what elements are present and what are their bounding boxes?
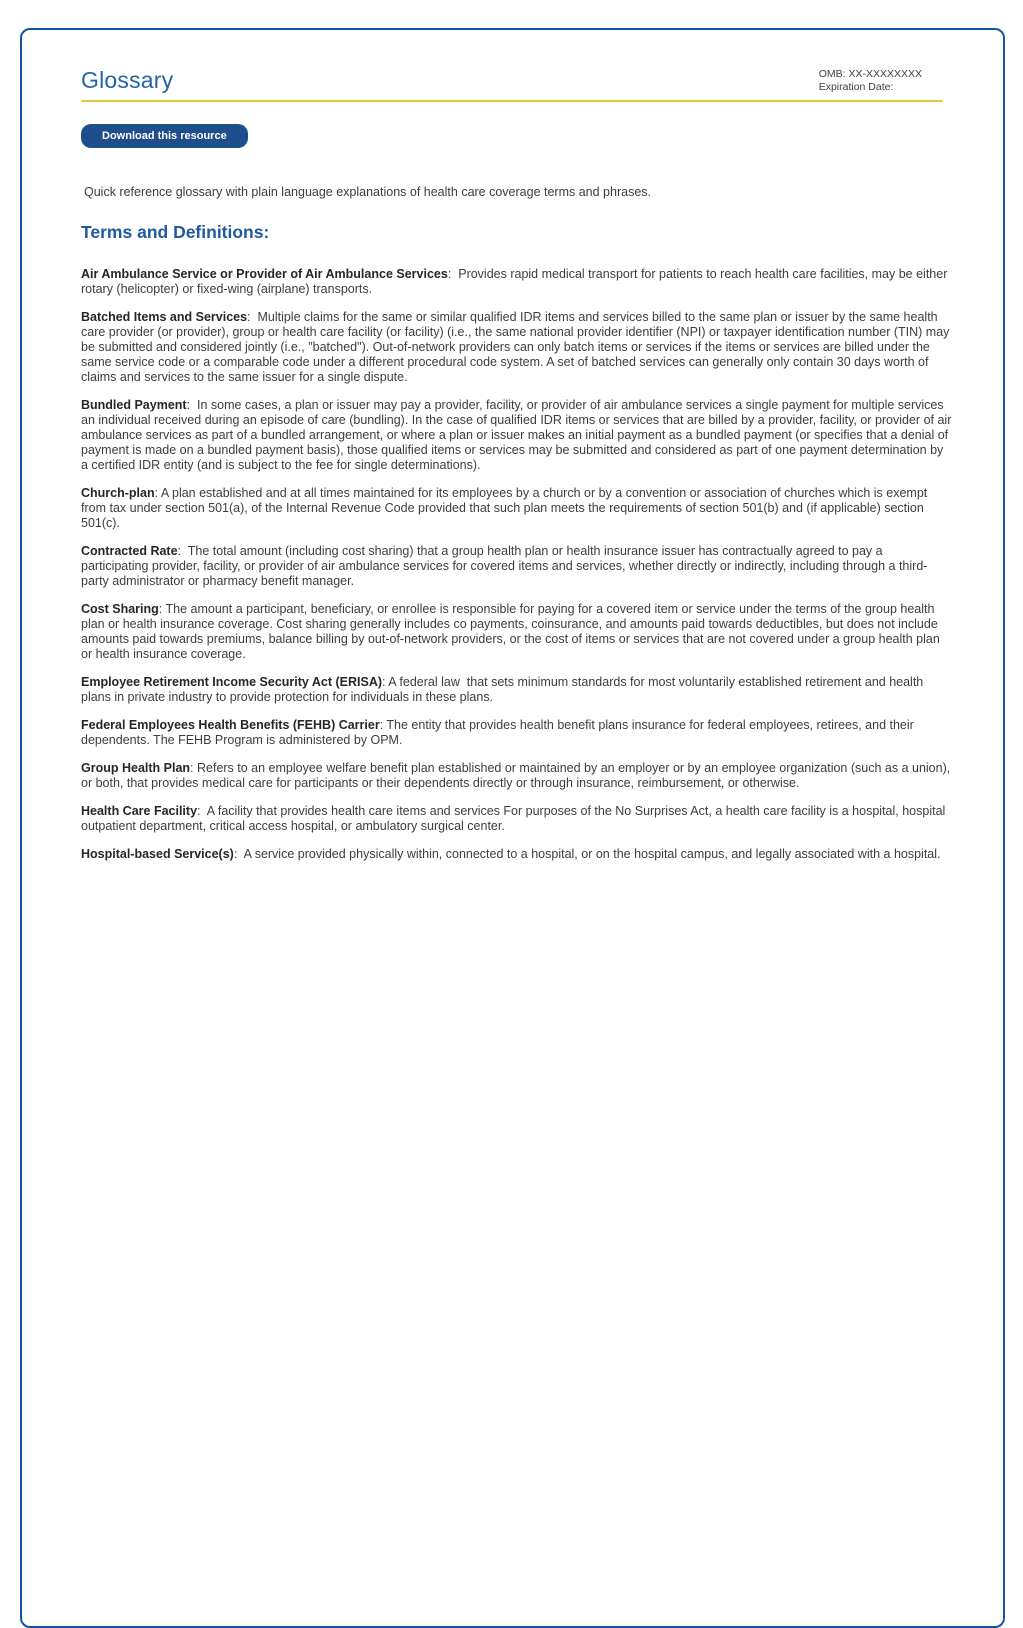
term-definition: : Multiple claims for the same or similar qualified IDR items and services billed to the same plan or issuer by the same health care provider (or provider), group or health care facility (or facility) (i.e., the same national provider identifier (NPI) or taxpayer identification number (TIN) may be submitted and considered jointly (i.e., "batched"). Out-of-network providers can only batch items or services if the items or services are billed under the same service code or a comparable code under a different procedural code system. A set of batched services can generally only contain 30 days worth of claims and services to the same issuer for a single dispute. xyxy=(81,310,953,384)
term-definition: : A plan established and at all times maintained for its employees by a church or by a convention or association of churches which is exempt from tax under section 501(a), of the Internal Revenue Code provided that such plan meets the requirements of section 501(b) and (if applicable) section 501(c). xyxy=(81,486,931,530)
button-row xyxy=(81,102,952,148)
term-definition: : A federal law that sets minimum standards for most voluntarily established retirement and health plans in private industry to provide protection for individuals in these plans. xyxy=(81,675,927,704)
term-entry xyxy=(81,486,952,531)
download-resource-button[interactable]: Download this resource xyxy=(81,124,248,148)
term-name: Church-plan xyxy=(81,486,155,500)
term-definition: : A facility that provides health care items and services For purposes of the No Surprises Act, a health care facility is a hospital, hospital outpatient department, critical access hospital, or ambulatory surgical center. xyxy=(81,804,949,833)
term-definition: : The entity that provides health benefit plans insurance for federal employees, retirees, and their dependents. The FEHB Program is administered by OPM. xyxy=(81,718,918,747)
glossary-card xyxy=(20,28,1005,1628)
term-name: Hospital-based Service(s) xyxy=(81,847,234,861)
term-entry xyxy=(81,761,952,791)
term-entry xyxy=(81,804,952,834)
terms-list xyxy=(81,267,955,862)
term-name: Health Care Facility xyxy=(81,804,198,818)
term-name: Group Health Plan xyxy=(81,761,191,775)
header-row xyxy=(81,66,952,94)
page-title: Glossary xyxy=(81,67,174,93)
expiration-date-label: Expiration Date: xyxy=(818,81,894,93)
term-entry xyxy=(81,310,952,385)
term-entry xyxy=(81,847,952,862)
term-definition: : In some cases, a plan or issuer may pay a provider, facility, or provider of air ambulance services a single payment for multiple services an individual received during an episode of care (bundling). In the case of qualified IDR items or services that are billed by a provider, facility, or provider of air ambulance services as part of a bundled arrangement, or where a plan or issuer makes an initial payment as a bundled payment (or specifies that a denial of payment is made on a bundled payment basis), those qualified items or services may be submitted and considered as part of one payment determination by a certified IDR entity (and is subject to the fee for single determinations). xyxy=(81,398,955,472)
term-entry xyxy=(81,718,952,748)
term-definition: : The amount a participant, beneficiary, or enrollee is responsible for paying for a covered item or service under the terms of the group health plan or health insurance coverage. Cost sharing generally includes co payments, coinsurance, and amounts paid towards deductibles, but does not include amounts paid towards premiums, balance billing by out-of-network providers, or the cost of items or services that are not covered under a group health plan or health insurance coverage. xyxy=(81,602,944,661)
term-entry xyxy=(81,602,952,662)
term-name: Employee Retirement Income Security Act (ERISA) xyxy=(81,675,383,689)
omb-number: OMB: XX-XXXXXXXX xyxy=(818,68,922,80)
term-entry xyxy=(81,398,955,473)
terms-heading: Terms and Definitions: xyxy=(81,222,270,242)
term-entry xyxy=(81,675,952,705)
term-name: Air Ambulance Service or Provider of Air Ambulance Services xyxy=(81,267,448,281)
intro-text: Quick reference glossary with plain language explanations of health care coverage terms and phrases. xyxy=(84,185,651,199)
term-entry xyxy=(81,267,952,297)
term-definition: : A service provided physically within, connected to a hospital, or on the hospital campus, and legally associated with a hospital. xyxy=(233,847,941,861)
term-definition: : Refers to an employee welfare benefit plan established or maintained by an employer or by an employee organization (such as a union), or both, that provides medical care for participants or their dependents directly or through insurance, reimbursement, or otherwise. xyxy=(81,761,954,790)
omb-info xyxy=(819,68,922,94)
term-name: Federal Employees Health Benefits (FEHB) Carrier xyxy=(81,718,380,732)
term-name: Bundled Payment xyxy=(81,398,187,412)
term-definition: : Provides rapid medical transport for patients to reach health care facilities, may be either rotary (helicopter) or fixed-wing (airplane) transports. xyxy=(81,267,951,296)
term-definition: : The total amount (including cost sharing) that a group health plan or health insurance issuer has contractually agreed to pay a participating provider, facility, or provider of air ambulance services for covered items and services, whether directly or indirectly, including through a third-party administrator or pharmacy benefit manager. xyxy=(81,544,928,588)
term-name: Batched Items and Services xyxy=(81,310,248,324)
term-entry xyxy=(81,544,952,589)
term-name: Contracted Rate xyxy=(81,544,178,558)
term-name: Cost Sharing xyxy=(81,602,159,616)
